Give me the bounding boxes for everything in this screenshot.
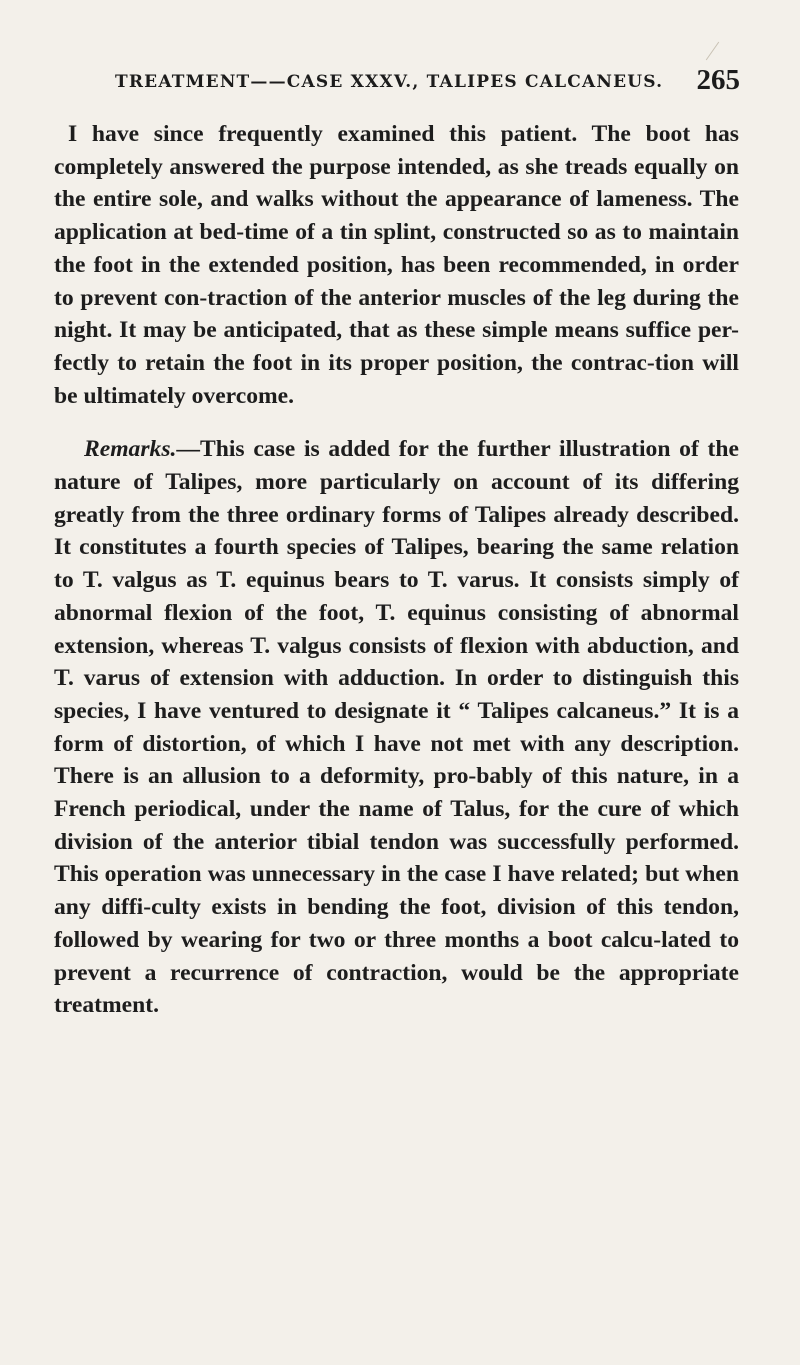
remarks-label: Remarks. bbox=[84, 436, 177, 463]
body-text bbox=[54, 118, 739, 1022]
paragraph-1: I have since frequently examined this patient. The boot has completely answered the purpose intended, as she treads equally on the entire sole, and walks without the appearance of lameness. The application at bed-time of a tin splint, constructed so as to maintain the foot in the extended position, has been recommended, in order to prevent con-traction of the anterior muscles of the leg during the night. It may be anticipated, that as these simple means suffice per-fectly to retain the foot in its proper position, the contrac-tion will be ultimately overcome. bbox=[54, 121, 739, 409]
page-header bbox=[115, 64, 740, 108]
page-number: 265 bbox=[696, 64, 740, 96]
paragraph-2-text: —This case is added for the further illustration of the nature of Talipes, more particularly on account of its differing greatly from the three ordinary forms of Talipes already described. It constitutes a fourth species of Talipes, bearing the same relation to T. valgus as T. equinus bears to T. varus. It consists simply of abnormal flexion of the foot, T. equinus consisting of abnormal extension, whereas T. valgus consists of flexion with abduction, and T. varus of extension with adduction. In order to distinguish this species, I have ventured to designate it “ Talipes calcaneus.” It is a form of distortion, of which I have not met with any description. There is an allusion to a deformity, pro-bably of this nature, in a French periodical, under the name of Talus, for the cure of which division of the anterior tibial tendon was successfully performed. This operation was unnecessary in the case I have related; but when any diffi-culty exists in bending the foot, division of this tendon, followed by wearing for two or three months a boot calcu-lated to prevent a recurrence of contraction, would be the appropriate treatment. bbox=[54, 436, 739, 1019]
page-mark bbox=[706, 42, 719, 61]
running-head: TREATMENT——CASE XXXV., TALIPES CALCANEUS. bbox=[115, 72, 664, 92]
paragraph-2 bbox=[54, 433, 739, 1022]
